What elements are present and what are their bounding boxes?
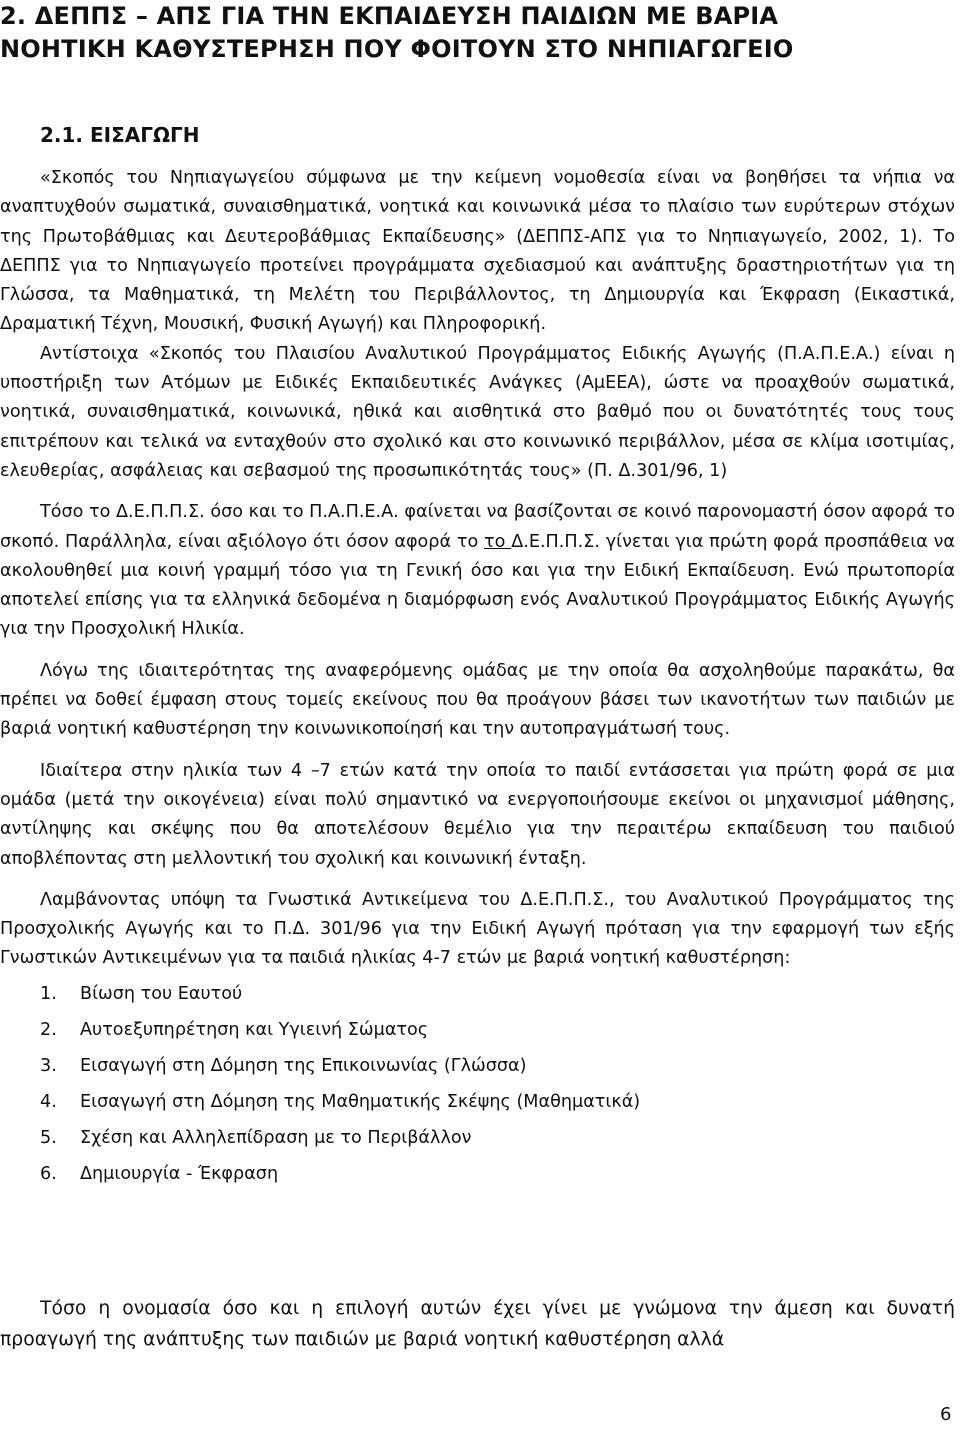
list-item-text: Αυτοεξυπηρέτηση και Υγιεινή Σώματος (80, 1019, 429, 1040)
closing-paragraph: Τόσο η ονομασία όσο και η επιλογή αυτών έχει γίνει με γνώμονα την άμεση και δυνατή προαγωγή της ανάπτυξης των παιδιών με βαριά νοητική καθυστέρηση αλλά (0, 1297, 955, 1350)
paragraph-2: Αντίστοιχα «Σκοπός του Πλαισίου Αναλυτικού Προγράμματος Ειδικής Αγωγής (Π.Α.Π.Ε.Α.) είναι η υποστήριξη των Ατόμων με Ειδικές Εκπαιδευτικές Ανάγκες (ΑμΕΕΑ), ώστε να προαχθούν σωματικά, νοητικά, συναισθηματικά, κοινωνικά, ηθικά και αισθητικά στο βαθμό που οι δυνατότητές τους τους επιτρέπουν και τελικά να ενταχθούν στο σχολικό και στο κοινωνικό περιβάλλον, μέσα σε κλίμα ισοτιμίας, ελευθερίας, ασφάλειας και σεβασμού της προσωπικότητάς τους» (Π. Δ.301/96, 1) (0, 343, 955, 481)
list-item-number: 6. (40, 1163, 57, 1184)
list-item-number: 1. (40, 983, 57, 1004)
paragraph-6: Λαμβάνοντας υπόψη τα Γνωστικά Αντικείμενα του Δ.Ε.Π.Π.Σ., του Αναλυτικού Προγράμματος της Προσχολικής Αγωγής και το Π.Δ. 301/96 για την Ειδική Αγωγή πρόταση για την εφαρμογή των εξής Γνωστικών Αντικειμένων για τα παιδιά ηλικίας 4-7 ετών με βαριά νοητική καθυστέρηση: (0, 889, 955, 969)
paragraph-3 (0, 498, 955, 644)
paragraph-3-underlined-text: το (484, 531, 512, 552)
list-item-text: Δημιουργία - Έκφραση (80, 1163, 279, 1184)
list-item (0, 1052, 955, 1088)
list-item (0, 1124, 955, 1160)
paragraph-3-part-b: Δ.Ε.Π.Π.Σ. γίνεται για πρώτη φορά προσπάθεια να ακολουθηθεί μια κοινή γραμμή τόσο για τη Γενική όσο και για την Ειδική Εκπαίδευση. Ενώ πρωτοπορία αποτελεί επίσης για τα ελληνικά δεδομένα η διαμόρφωση ενός Αναλυτικού Προγράμματος Ειδικής Αγωγής για την Προσχολική Ηλικία. (0, 531, 956, 640)
list-item-number: 2. (40, 1019, 57, 1040)
list-item-number: 4. (40, 1091, 57, 1112)
chapter-heading-line-2: ΝΟΗΤΙΚΗ ΚΑΘΥΣΤΕΡΗΣΗ ΠΟΥ ΦΟΙΤΟΥΝ ΣΤΟ ΝΗΠΙΑΓΩΓΕΙΟ (0, 35, 794, 63)
paragraph-5: Ιδιαίτερα στην ηλικία των 4 –7 ετών κατά την οποία το παιδί εντάσσεται για πρώτη φορά σε μια ομάδα (μετά την οικογένεια) είναι πολύ σημαντικό να ενεργοποιήσουμε εκείνοι οι μηχανισμοί μάθησης, αντίληψης και σκέψης που θα αποτελέσουν θεμέλιο για την περαιτέρω εκπαίδευση του παιδιού αποβλέποντας στη μελλοντική του σχολική και κοινωνική ένταξη. (0, 760, 955, 869)
subject-list (0, 980, 955, 1196)
list-item-text: Βίωση του Εαυτού (80, 983, 243, 1004)
chapter-heading (0, 0, 955, 66)
paragraph-4: Λόγω της ιδιαιτερότητας της αναφερόμενης ομάδας με την οποία θα ασχοληθούμε παρακάτω, θα πρέπει να δοθεί έμφαση στους τομείς εκείνους που θα προάγουν βάσει των ικανοτήτων των παιδιών με βαριά νοητική καθυστέρηση την κοινωνικοποίησή και την αυτοπραγμάτωσή τους. (0, 660, 955, 740)
list-item (0, 980, 955, 1016)
list-item (0, 1160, 955, 1196)
list-item (0, 1088, 955, 1124)
list-item-text: Εισαγωγή στη Δόμηση της Επικοινωνίας (Γλώσσα) (80, 1055, 527, 1076)
paragraph-1: «Σκοπός του Νηπιαγωγείου σύμφωνα με την κείμενη νομοθεσία είναι να βοηθήσει τα νήπια να αναπτυχθούν σωματικά, συναισθηματικά, νοητικά και κοινωνικά μέσα το πλαίσιο των ευρύτερων στόχων της Πρωτοβάθμιας και Δευτεροβάθμιας Εκπαίδευσης» (ΔΕΠΠΣ-ΑΠΣ για το Νηπιαγωγείο, 2002, 1). Το ΔΕΠΠΣ για το Νηπιαγωγείο προτείνει προγράμματα σχεδιασμού και ανάπτυξης δραστηριοτήτων για τη Γλώσσα, τα Μαθηματικά, τη Μελέτη του Περιβάλλοντος, τη Δημιουργία και Έκφραση (Εικαστικά, Δραματική Τέχνη, Μουσική, Φυσική Αγωγή) και Πληροφορική. (0, 168, 955, 335)
chapter-heading-line-1: 2. ΔΕΠΠΣ – ΑΠΣ ΓΙΑ ΤΗΝ ΕΚΠΑΙΔΕΥΣΗ ΠΑΙΔΙΩΝ ΜΕ ΒΑΡΙΑ (0, 2, 779, 30)
section-heading: 2.1. ΕΙΣΑΓΩΓΗ (40, 123, 200, 147)
list-item-text: Εισαγωγή στη Δόμηση της Μαθηματικής Σκέψης (Μαθηματικά) (80, 1091, 641, 1112)
list-item-number: 3. (40, 1055, 57, 1076)
paragraph-3-part-a: Τόσο το Δ.Ε.Π.Π.Σ. όσο και το Π.Α.Π.Ε.Α. φαίνεται να βασίζονται σε κοινό παρονομαστή όσον αφορά το σκοπό. Παράλληλα, είναι αξιόλογο ότι όσον αφορά το (0, 502, 955, 552)
list-item (0, 1016, 955, 1052)
page-number: 6 (940, 1404, 952, 1425)
body-text (0, 164, 955, 1196)
list-item-number: 5. (40, 1127, 57, 1148)
list-item-text: Σχέση και Αλληλεπίδραση με το Περιβάλλον (80, 1127, 472, 1148)
